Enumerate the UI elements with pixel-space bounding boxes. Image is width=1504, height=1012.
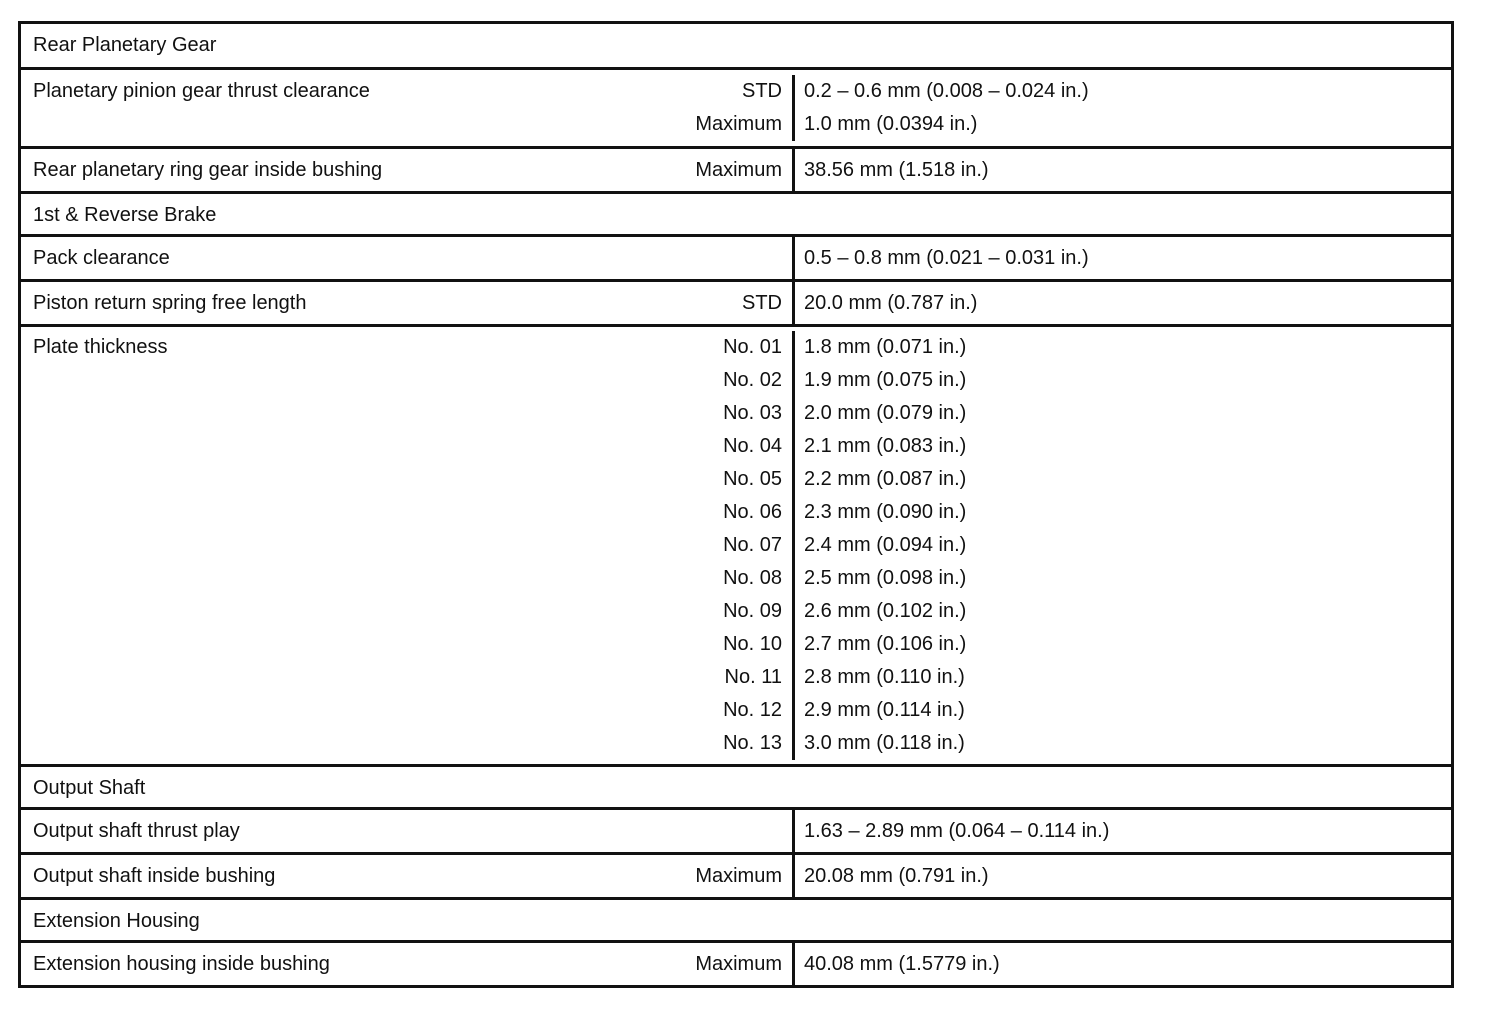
spec-value: 3.0 mm (0.118 in.) [804, 732, 965, 754]
spec-qualifier: No. 06 [723, 501, 782, 523]
spec-value: 1.0 mm (0.0394 in.) [804, 113, 978, 135]
spec-row [21, 146, 1451, 191]
spec-value: 0.2 – 0.6 mm (0.008 – 0.024 in.) [804, 80, 1089, 102]
spec-value-cell [795, 149, 1451, 191]
section-header: 1st & Reverse Brake [21, 191, 1451, 234]
spec-value: 2.8 mm (0.110 in.) [804, 666, 965, 688]
spec-item-label: Output shaft inside bushing [33, 865, 276, 887]
spec-row [21, 807, 1451, 852]
spec-value: 2.7 mm (0.106 in.) [804, 633, 967, 655]
spec-value: 38.56 mm (1.518 in.) [804, 159, 989, 181]
spec-qualifier: Maximum [695, 159, 782, 181]
spec-item-label: Extension housing inside bushing [33, 953, 330, 975]
spec-qualifier: No. 02 [723, 369, 782, 391]
spec-table [18, 21, 1454, 988]
spec-row [21, 324, 1451, 764]
spec-item-label: Pack clearance [33, 247, 170, 269]
spec-value: 2.1 mm (0.083 in.) [804, 435, 967, 457]
spec-value: 1.8 mm (0.071 in.) [804, 336, 967, 358]
spec-item-label: Rear planetary ring gear inside bushing [33, 159, 383, 181]
spec-qualifiers [695, 149, 782, 191]
spec-qualifier: No. 07 [723, 534, 782, 556]
spec-qualifier: No. 08 [723, 567, 782, 589]
spec-value: 20.0 mm (0.787 in.) [804, 292, 978, 314]
spec-value: 2.9 mm (0.114 in.) [804, 699, 965, 721]
spec-value: 2.6 mm (0.102 in.) [804, 600, 967, 622]
spec-qualifier: No. 12 [723, 699, 782, 721]
spec-qualifiers [695, 75, 782, 141]
spec-qualifier: No. 05 [723, 468, 782, 490]
spec-value: 1.63 – 2.89 mm (0.064 – 0.114 in.) [804, 820, 1110, 842]
spec-value: 2.3 mm (0.090 in.) [804, 501, 967, 523]
spec-qualifier: No. 09 [723, 600, 782, 622]
spec-value: 0.5 – 0.8 mm (0.021 – 0.031 in.) [804, 247, 1089, 269]
spec-value-cell [795, 75, 1451, 141]
spec-item-label: Plate thickness [33, 336, 168, 358]
section-header: Output Shaft [21, 764, 1451, 807]
spec-label-cell [21, 282, 795, 324]
spec-qualifiers [742, 282, 782, 324]
spec-qualifier: Maximum [695, 865, 782, 887]
spec-qualifiers [723, 331, 782, 760]
spec-label-cell [21, 810, 795, 852]
spec-qualifier: No. 01 [723, 336, 782, 358]
spec-qualifier: Maximum [695, 953, 782, 975]
spec-item-label: Output shaft thrust play [33, 820, 240, 842]
spec-value-cell [795, 810, 1451, 852]
spec-value: 2.4 mm (0.094 in.) [804, 534, 967, 556]
spec-qualifier: STD [742, 80, 782, 102]
spec-qualifier: No. 11 [724, 666, 782, 688]
spec-value-cell [795, 237, 1451, 279]
spec-row [21, 234, 1451, 279]
spec-label-cell [21, 149, 795, 191]
spec-value: 2.2 mm (0.087 in.) [804, 468, 967, 490]
spec-qualifiers [695, 943, 782, 985]
spec-qualifier: STD [742, 292, 782, 314]
spec-row [21, 940, 1451, 985]
spec-label-cell [21, 331, 795, 760]
spec-value: 2.0 mm (0.079 in.) [804, 402, 967, 424]
spec-value-cell [795, 943, 1451, 985]
section-header: Extension Housing [21, 897, 1451, 940]
spec-label-cell [21, 943, 795, 985]
spec-row [21, 279, 1451, 324]
spec-label-cell [21, 75, 795, 141]
spec-value: 20.08 mm (0.791 in.) [804, 865, 989, 887]
spec-row [21, 67, 1451, 146]
spec-value-cell [795, 331, 1451, 760]
spec-value-cell [795, 855, 1451, 897]
spec-qualifier: Maximum [695, 113, 782, 135]
spec-qualifiers [695, 855, 782, 897]
spec-qualifier: No. 04 [723, 435, 782, 457]
spec-value-cell [795, 282, 1451, 324]
spec-value: 40.08 mm (1.5779 in.) [804, 953, 1000, 975]
spec-qualifier: No. 13 [723, 732, 782, 754]
spec-qualifier: No. 10 [723, 633, 782, 655]
spec-label-cell [21, 855, 795, 897]
spec-label-cell [21, 237, 795, 279]
spec-value: 1.9 mm (0.075 in.) [804, 369, 967, 391]
spec-item-label: Planetary pinion gear thrust clearance [33, 80, 370, 102]
spec-item-label: Piston return spring free length [33, 292, 307, 314]
spec-row [21, 852, 1451, 897]
section-header: Rear Planetary Gear [33, 34, 217, 56]
spec-qualifier: No. 03 [723, 402, 782, 424]
spec-value: 2.5 mm (0.098 in.) [804, 567, 967, 589]
